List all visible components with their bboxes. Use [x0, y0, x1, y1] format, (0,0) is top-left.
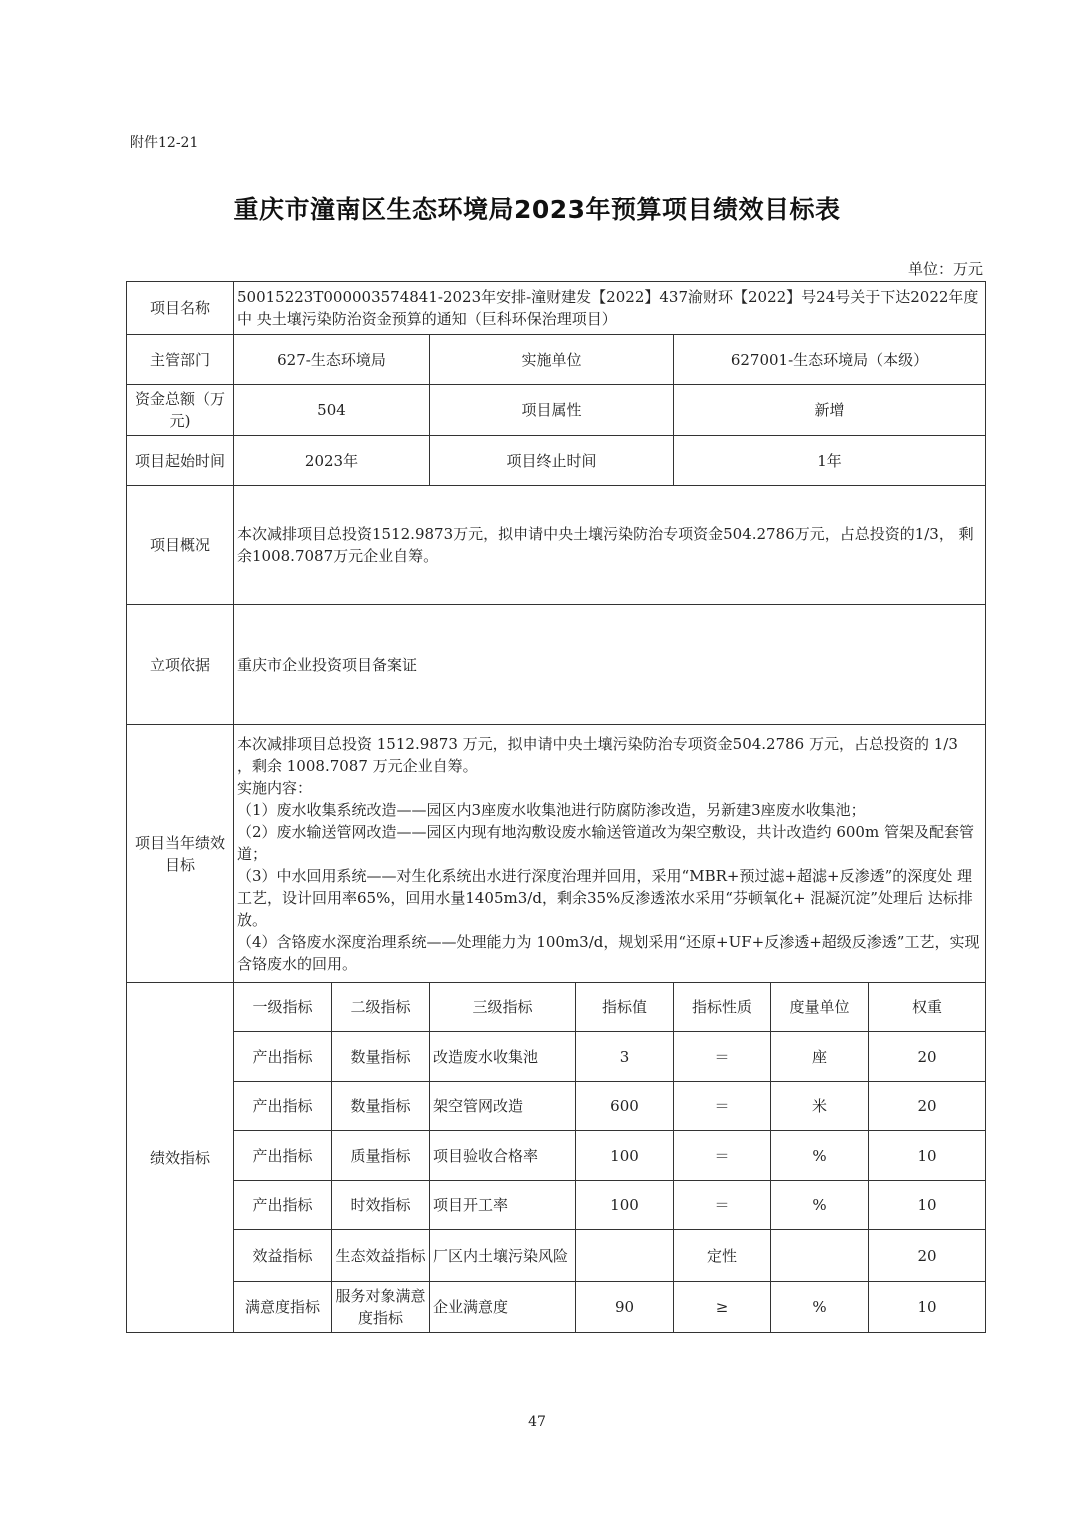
level2-cell: 时效指标	[332, 1181, 430, 1230]
start-time-label: 项目起始时间	[127, 436, 234, 486]
page-title: 重庆市潼南区生态环境局2023年预算项目绩效目标表	[233, 195, 841, 224]
nature-cell: ＝	[674, 1181, 771, 1230]
unit-cell: %	[771, 1131, 869, 1181]
value-cell	[576, 1230, 674, 1282]
project-name-row	[127, 282, 986, 335]
indicator-row	[127, 1032, 986, 1082]
project-name-label: 项目名称	[127, 282, 234, 335]
indicator-row	[127, 1181, 986, 1230]
level2-cell: 质量指标	[332, 1131, 430, 1181]
page-number: 47	[528, 1414, 546, 1430]
weight-cell: 10	[869, 1131, 986, 1181]
level1-cell: 产出指标	[234, 1181, 332, 1230]
basis-label: 立项依据	[127, 605, 234, 725]
value-cell: 100	[576, 1131, 674, 1181]
level1-cell: 效益指标	[234, 1230, 332, 1282]
unit-cell: 座	[771, 1032, 869, 1082]
basis-value: 重庆市企业投资项目备案证	[234, 605, 986, 725]
project-attribute-value: 新增	[674, 385, 986, 436]
header-nature: 指标性质	[674, 983, 771, 1032]
header-unit: 度量单位	[771, 983, 869, 1032]
annual-target-label: 项目当年绩效目标	[127, 725, 234, 983]
department-label: 主管部门	[127, 335, 234, 385]
indicator-row	[127, 1230, 986, 1282]
end-time-value: 1年	[674, 436, 986, 486]
target-line: ，剩余 1008.7087 万元企业自筹。	[237, 756, 478, 775]
overview-value: 本次减排项目总投资1512.9873万元，拟申请中央土壤污染防治专项资金504.2786万元，占总投资的1/3， 剩余1008.7087万元企业自筹。	[234, 486, 986, 605]
header-weight: 权重	[869, 983, 986, 1032]
indicator-row	[127, 1082, 986, 1131]
project-name-value: 50015223T000003574841-2023年安排-潼财建发【2022】437渝财环【2022】号24号关于下达2022年度中 央土壤污染防治资金预算的通知（巨科环保治理项目）	[234, 282, 986, 335]
level2-cell: 生态效益指标	[332, 1230, 430, 1282]
unit-label: 单位：万元	[907, 260, 983, 278]
value-cell: 90	[576, 1282, 674, 1333]
level3-cell: 企业满意度	[430, 1282, 576, 1333]
header-level2: 二级指标	[332, 983, 430, 1032]
unit-cell	[771, 1230, 869, 1282]
department-row	[127, 335, 986, 385]
funds-value: 504	[234, 385, 430, 436]
project-attribute-label: 项目属性	[430, 385, 674, 436]
nature-cell: ＝	[674, 1131, 771, 1181]
funds-row	[127, 385, 986, 436]
level3-cell: 改造废水收集池	[430, 1032, 576, 1082]
target-line: （1）废水收集系统改造——园区内3座废水收集池进行防腐防渗改造，另新建3座废水收集池；	[237, 800, 866, 819]
performance-target-table	[126, 281, 986, 1333]
target-line: 本次减排项目总投资 1512.9873 万元，拟申请中央土壤污染防治专项资金504.2786 万元，占总投资的 1/3	[237, 734, 958, 753]
start-time-value: 2023年	[234, 436, 430, 486]
level2-cell: 服务对象满意度指标	[332, 1282, 430, 1333]
level2-cell: 数量指标	[332, 1082, 430, 1131]
target-line: （3）中水回用系统——对生化系统出水进行深度治理并回用，采用“MBR+预过滤+超滤+反渗透”的深度处 理工艺，设计回用率65%，回用水量1405m3/d，剩余35%反渗透浓水采用“芬顿氧化+ 混凝沉淀”处理后 达标排放。	[237, 866, 973, 929]
target-line: 实施内容：	[237, 778, 313, 797]
basis-row	[127, 605, 986, 725]
timing-row	[127, 436, 986, 486]
header-level1: 一级指标	[234, 983, 332, 1032]
nature-cell: ＝	[674, 1032, 771, 1082]
weight-cell: 20	[869, 1032, 986, 1082]
indicator-header-row	[127, 983, 986, 1032]
value-cell: 600	[576, 1082, 674, 1131]
level1-cell: 产出指标	[234, 1032, 332, 1082]
unit-cell: %	[771, 1181, 869, 1230]
attachment-number: 附件12-21	[130, 135, 199, 151]
nature-cell: ＝	[674, 1082, 771, 1131]
end-time-label: 项目终止时间	[430, 436, 674, 486]
indicator-row	[127, 1131, 986, 1181]
level3-cell: 厂区内土壤污染风险	[430, 1230, 576, 1282]
annual-target-row	[127, 725, 986, 983]
overview-label: 项目概况	[127, 486, 234, 605]
indicator-row	[127, 1282, 986, 1333]
unit-cell: 米	[771, 1082, 869, 1131]
target-line: （4）含铬废水深度治理系统——处理能力为 100m3/d，规划采用“还原+UF+反渗透+超级反渗透”工艺，实现含铬废水的回用。	[237, 932, 980, 973]
level1-cell: 产出指标	[234, 1082, 332, 1131]
weight-cell: 10	[869, 1282, 986, 1333]
level3-cell: 项目验收合格率	[430, 1131, 576, 1181]
header-level3: 三级指标	[430, 983, 576, 1032]
nature-cell: ≥	[674, 1282, 771, 1333]
level1-cell: 产出指标	[234, 1131, 332, 1181]
weight-cell: 20	[869, 1230, 986, 1282]
level3-cell: 项目开工率	[430, 1181, 576, 1230]
level3-cell: 架空管网改造	[430, 1082, 576, 1131]
funds-label: 资金总额（万元)	[127, 385, 234, 436]
value-cell: 3	[576, 1032, 674, 1082]
unit-cell: %	[771, 1282, 869, 1333]
implementing-unit-value: 627001-生态环境局（本级）	[674, 335, 986, 385]
value-cell: 100	[576, 1181, 674, 1230]
indicators-label: 绩效指标	[127, 983, 234, 1333]
annual-target-content	[234, 725, 986, 983]
weight-cell: 10	[869, 1181, 986, 1230]
department-value: 627-生态环境局	[234, 335, 430, 385]
weight-cell: 20	[869, 1082, 986, 1131]
nature-cell: 定性	[674, 1230, 771, 1282]
header-value: 指标值	[576, 983, 674, 1032]
overview-row	[127, 486, 986, 605]
implementing-unit-label: 实施单位	[430, 335, 674, 385]
target-line: （2）废水输送管网改造——园区内现有地沟敷设废水输送管道改为架空敷设，共计改造约 600m 管架及配套管道；	[237, 822, 974, 863]
level1-cell: 满意度指标	[234, 1282, 332, 1333]
level2-cell: 数量指标	[332, 1032, 430, 1082]
